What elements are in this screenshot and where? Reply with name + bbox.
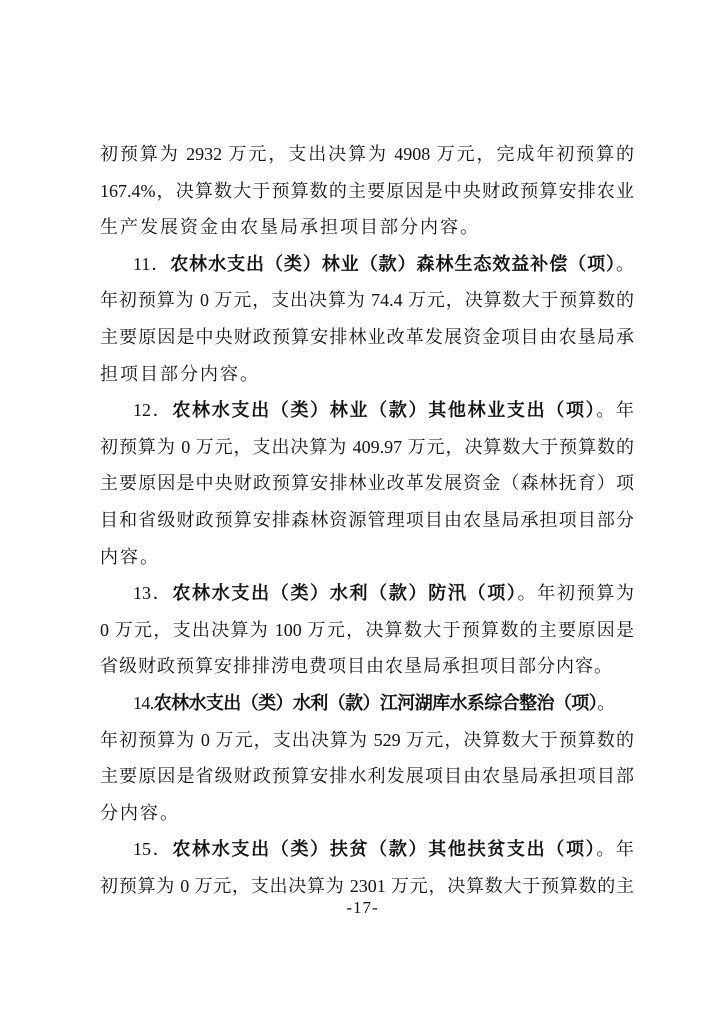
text-segment: 主要原因是中央财政预算安排林业改革发展资金（森林抚育）项 xyxy=(100,473,634,494)
text-block xyxy=(100,136,634,904)
body-line xyxy=(100,539,634,576)
section-number: 12． xyxy=(133,400,173,421)
body-line xyxy=(100,648,634,685)
text-segment: 初预算为 2932 万元，支出决算为 4908 万元，完成年初预算的 xyxy=(100,144,634,164)
body-line xyxy=(100,209,634,246)
body-line xyxy=(100,465,634,502)
text-segment: 内容。 xyxy=(100,546,160,567)
body-line xyxy=(100,612,634,649)
text-segment: 主要原因是中央财政预算安排林业改革发展资金项目由农垦局承 xyxy=(100,326,634,347)
text-segment: 省级财政预算安排排涝电费项目由农垦局承担项目部分内容。 xyxy=(100,656,613,677)
text-segment: 。 xyxy=(616,253,634,274)
body-line xyxy=(100,758,634,795)
section-title: 农林水支出（类）林业（款）森林生态效益补偿（项） xyxy=(170,253,616,274)
body-line xyxy=(100,136,634,173)
text-segment: 167.4%，决算数大于预算数的主要原因是中央财政预算安排农业 xyxy=(100,180,634,201)
text-segment: 分内容。 xyxy=(100,802,180,823)
section-heading-line xyxy=(100,685,634,722)
section-heading-line xyxy=(100,575,634,612)
section-heading-line xyxy=(100,246,634,283)
section-number: 13． xyxy=(133,583,173,604)
section-title: 农林水支出（类）水利（款）江河湖库水系综合整治（项） xyxy=(153,692,598,713)
text-segment: 0 万元，支出决算为 100 万元，决算数大于预算数的主要原因是 xyxy=(100,619,634,640)
page-number: -17- xyxy=(346,898,379,917)
text-segment: 生产发展资金由农垦局承担项目部分内容。 xyxy=(100,217,480,238)
body-line xyxy=(100,356,634,393)
section-number: 15． xyxy=(133,839,173,860)
text-segment: 。年 xyxy=(596,839,635,860)
section-title: 农林水支出（类）扶贫（款）其他扶贫支出（项） xyxy=(172,839,597,860)
text-segment: 目和省级财政预算安排森林资源管理项目由农垦局承担项目部分 xyxy=(100,509,634,530)
text-segment: 年初预算为 0 万元，支出决算为 529 万元，决算数大于预算数的 xyxy=(100,729,634,750)
text-segment: 初预算为 0 万元，支出决算为 2301 万元，决算数大于预算数的主 xyxy=(100,875,634,896)
text-segment: 担项目部分内容。 xyxy=(100,363,260,384)
section-heading-line xyxy=(100,392,634,429)
body-line xyxy=(100,173,634,210)
text-segment: 。 xyxy=(597,692,615,713)
text-segment: 。年初预算为 xyxy=(517,583,635,604)
section-title: 农林水支出（类）林业（款）其他林业支出（项） xyxy=(172,400,597,421)
body-line xyxy=(100,429,634,466)
text-segment: 初预算为 0 万元，支出决算为 409.97 万元，决算数大于预算数的 xyxy=(100,436,634,457)
section-number: 11． xyxy=(133,253,171,274)
body-line xyxy=(100,795,634,832)
section-number: 14. xyxy=(133,692,154,713)
body-line xyxy=(100,502,634,539)
section-title: 农林水支出（类）水利（款）防汛（项） xyxy=(172,583,518,604)
section-heading-line xyxy=(100,831,634,868)
body-line xyxy=(100,722,634,759)
text-segment: 年初预算为 0 万元，支出决算为 74.4 万元，决算数大于预算数的 xyxy=(100,290,634,311)
text-segment: 主要原因是省级财政预算安排水利发展项目由农垦局承担项目部 xyxy=(100,766,634,787)
text-segment: 。年 xyxy=(596,400,635,421)
body-line xyxy=(100,282,634,319)
body-line xyxy=(100,319,634,356)
